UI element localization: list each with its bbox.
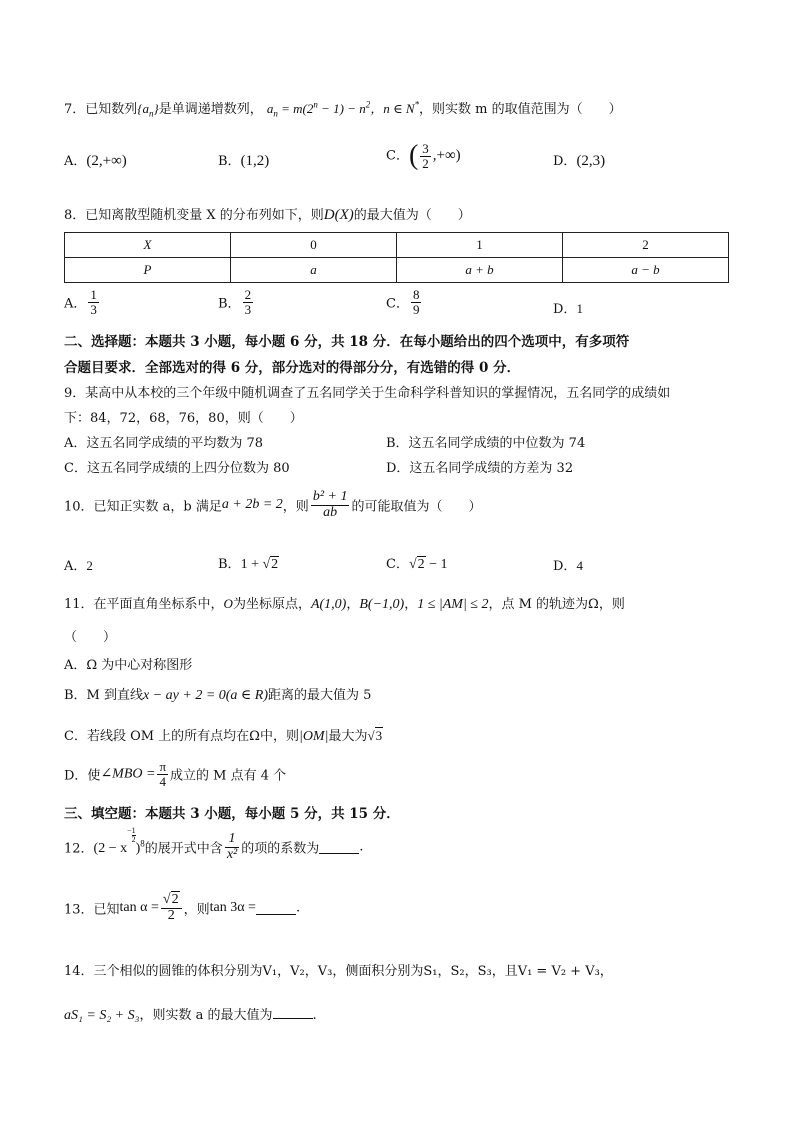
q7-suffix: ，则实数 m 的取值范围为（ ） xyxy=(419,102,622,117)
q13-answer-blank[interactable] xyxy=(256,902,296,915)
q14-line2: aS₁ = S₂ + S₃，则实数 a 的最大值为 . xyxy=(64,1008,317,1023)
table-cell: 2 xyxy=(563,233,729,258)
q11-option-c[interactable]: C．若线段 OM 上的所有点均在Ω中，则|OM|最大为√3 xyxy=(64,728,383,744)
section-3-heading: 三、填空题：本题共 3 小题，每小题 5 分，共 15 分． xyxy=(64,806,400,822)
section-2-heading-line1: 二、选择题：本题共 3 小题，每小题 6 分，共 18 分．在每小题给出的四个选项中，有多项符 xyxy=(64,334,630,350)
q14-answer-blank[interactable] xyxy=(273,1006,313,1019)
q8-option-c[interactable]: C． $\frac{8}{9}$ xyxy=(386,287,420,317)
table-row xyxy=(65,233,729,258)
q10-option-c[interactable]: C．√2 − 1 xyxy=(386,557,448,572)
question-8 xyxy=(64,204,471,224)
q10-equation: a + 2b = 2 xyxy=(221,497,283,513)
q8-option-a[interactable]: A． $\frac{1}{3}$ xyxy=(64,287,97,317)
question-13: 13．已知tan α = $\frac{√2}{2}$ ，则tan 3α = . xyxy=(64,892,301,923)
q9-line2: 下：84，72，68，76，80，则（ ） xyxy=(64,411,303,426)
q12-answer-blank[interactable] xyxy=(319,841,359,854)
table-cell: a xyxy=(231,258,397,283)
table-cell: X xyxy=(65,233,231,258)
q7-prefix: 7．已知数列 xyxy=(64,102,138,117)
q10-option-a[interactable]: A．2 xyxy=(64,558,93,574)
q7-mid: 是单调递增数列， xyxy=(158,102,263,117)
q8-option-d[interactable]: D．1 xyxy=(553,301,583,317)
q11-option-b[interactable]: B．M 到直线x − ay + 2 = 0(a ∈ R)距离的最大值为 5 xyxy=(64,688,372,703)
q7-option-b[interactable]: B．(1,2) xyxy=(218,153,270,169)
q8-variance: D(X) xyxy=(323,207,354,223)
q7-condition: ，n ∈ N* xyxy=(370,99,420,116)
q11-line1: 11．在平面直角坐标系中，O为坐标原点，A(1,0)，B(−1,0)，1 ≤ |AM| ≤ 2，点 M 的轨迹为Ω，则 xyxy=(64,596,625,612)
q9-option-b[interactable]: B．这五名同学成绩的中位数为 74 xyxy=(386,436,586,451)
table-cell: 1 xyxy=(397,233,563,258)
q11-line2: （ ） xyxy=(64,630,117,645)
question-7 xyxy=(64,98,622,119)
q7-sequence: $\{a_n\}$ xyxy=(137,101,159,119)
table-cell: a − b xyxy=(563,258,729,283)
q9-option-a[interactable]: A．这五名同学成绩的平均数为 78 xyxy=(64,436,264,451)
q9-option-d[interactable]: D．这五名同学成绩的方差为 32 xyxy=(386,461,574,476)
q9-option-c[interactable]: C．这五名同学成绩的上四分位数为 80 xyxy=(64,461,290,476)
q8-prefix: 8．已知离散型随机变量 X 的分布列如下，则 xyxy=(64,208,324,223)
q10-option-b[interactable]: B．1 + √2 xyxy=(218,557,279,572)
q10-option-d[interactable]: D．4 xyxy=(553,558,583,574)
distribution-table xyxy=(64,232,729,283)
table-cell: a + b xyxy=(397,258,563,283)
q10-fraction: $\frac{\text{b² + 1}}{ab}$ xyxy=(312,489,348,520)
table-cell: P xyxy=(65,258,231,283)
q9-line1: 9．某高中从本校的三个年级中随机调查了五名同学关于生命科学科普知识的掌握情况，五名同学的成绩如 xyxy=(64,386,671,401)
q7-option-d[interactable]: D．(2,3) xyxy=(553,153,606,169)
q7-formula: $a_n = m(2^n - 1) - n^2$ xyxy=(266,99,371,119)
q7-option-c[interactable]: C．( $\frac{3}{2}$ ,+∞) xyxy=(386,140,461,171)
q8-option-b[interactable]: B． $\frac{2}{3}$ xyxy=(218,287,252,317)
table-row xyxy=(65,258,729,283)
q8-suffix: 的最大值为（ ） xyxy=(353,208,471,223)
question-12: 12．(2 − x− $\frac{1}{2}$ )$^8$的展开式中含 $\frac{1}{\text{x²}}$ 的项的系数为 . xyxy=(64,825,364,862)
table-cell: 0 xyxy=(231,233,397,258)
q11-option-a[interactable]: A．Ω 为中心对称图形 xyxy=(64,658,193,673)
section-2-heading-line2: 合题目要求．全部选对的得 6 分，部分选对的得部分分，有选错的得 0 分． xyxy=(64,360,521,376)
question-10: 10．已知正实数 a，b 满足a + 2b = 2，则 $\frac{\text{b² + 1}}{ab}$ 的可能取值为（ ） xyxy=(64,489,482,520)
q11-option-d[interactable]: D．使∠MBO = $\frac{\pi}{4}$ 成立的 M 点有 4 个 xyxy=(64,759,287,789)
q14-line1: 14．三个相似的圆锥的体积分别为V₁，V₂，V₃，侧面积分别为S₁，S₂，S₃，且V₁ = V₂ + V₃， xyxy=(64,964,613,979)
q7-option-a[interactable]: A．(2,+∞) xyxy=(64,153,127,169)
